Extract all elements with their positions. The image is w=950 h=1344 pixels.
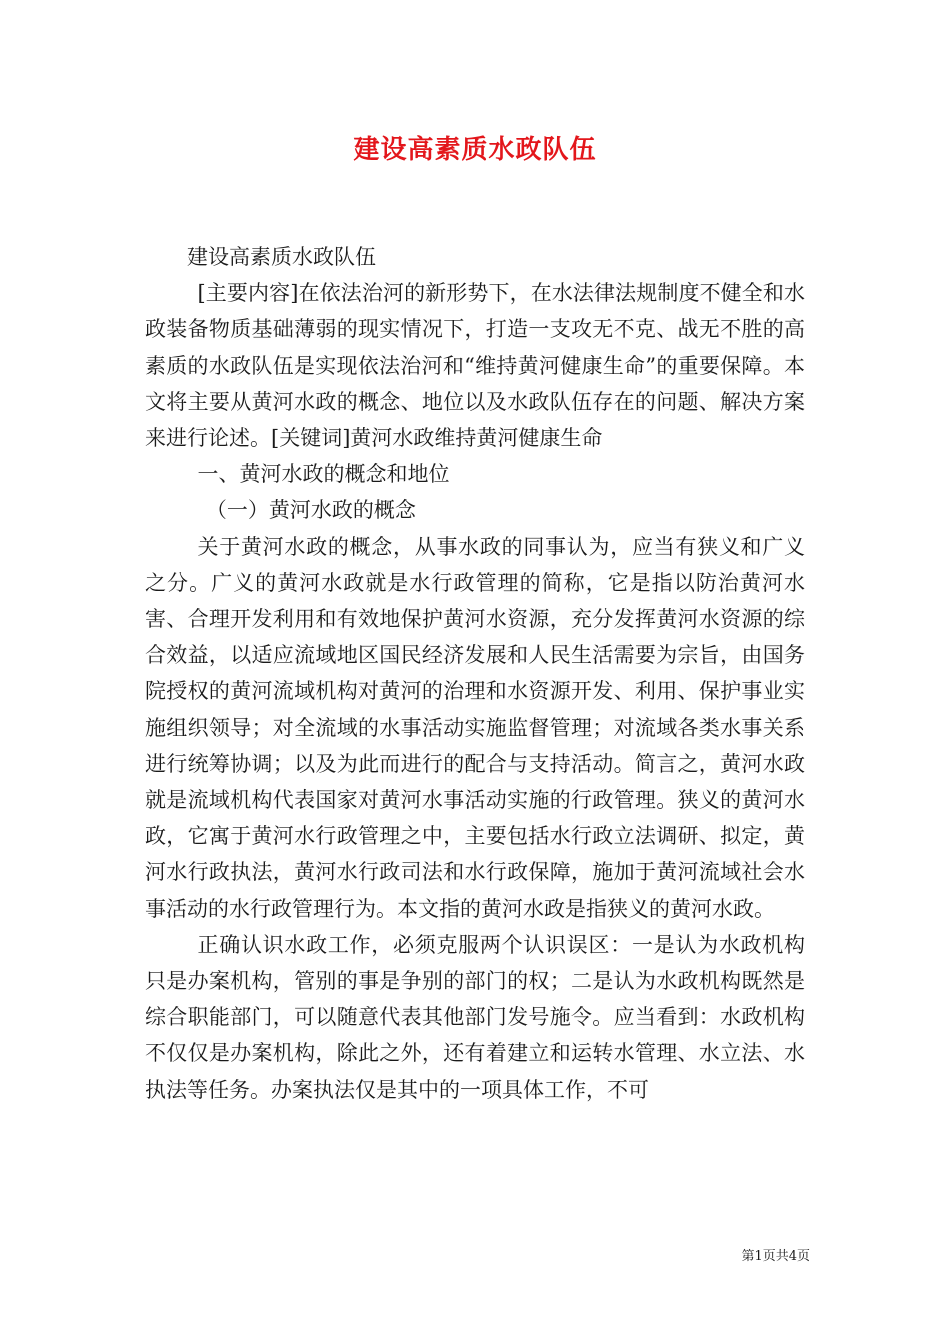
paragraph-abstract: [主要内容]在依法治河的新形势下，在水法律法规制度不健全和水政装备物质基础薄弱的现实情况下，打造一支攻无不克、战无不胜的高素质的水政队伍是实现依法治河和“维持黄河健康生命”的重要保障。本文将主要从黄河水政的概念、地位以及水政队伍存在的问题、解决方案来进行论述。[关键词]黄河水政维持黄河健康生命 — [145, 281, 805, 451]
page-number: 第1页共4页 — [741, 1249, 810, 1264]
section-heading-1: 一、黄河水政的概念和地位 — [197, 462, 450, 487]
document-title: 建设高素质水政队伍 — [353, 135, 597, 165]
paragraph-concept: 关于黄河水政的概念，从事水政的同事认为，应当有狭义和广义之分。广义的黄河水政就是水行政管理的简称，它是指以防治黄河水害、合理开发利用和有效地保护黄河水资源，充分发挥黄河水资源的综合效益，以适应流域地区国民经济发展和人民生活需要为宗旨，由国务院授权的黄河流域机构对黄河的治理和水资源开发、利用、保护事业实施组织领导；对全流域的水事活动实施监督管理；对流域各类水事关系进行统筹协调；以及为此而进行的配合与支持活动。简言之，黄河水政就是流域机构代表国家对黄河水事活动实施的行政管理。狭义的黄河水政，它寓于黄河水行政管理之中，主要包括水行政立法调研、拟定，黄河水行政执法，黄河水行政司法和水行政保障，施加于黄河流域社会水事活动的水行政管理行为。本文指的黄河水政是指狭义的黄河水政。 — [145, 534, 805, 921]
document-body — [145, 239, 805, 1108]
subsection-heading-1: （一）黄河水政的概念 — [205, 498, 416, 523]
paragraph-misconceptions: 正确认识水政工作，必须克服两个认识误区：一是认为水政机构只是办案机构，管别的事是争别的部门的权；二是认为水政机构既然是综合职能部门，可以随意代表其他部门发号施令。应当看到：水政机构不仅仅是办案机构，除此之外，还有着建立和运转水管理、水立法、水执法等任务。办案执法仅是其中的一项具体工作，不可 — [145, 932, 805, 1102]
paragraph-subtitle: 建设高素质水政队伍 — [187, 245, 376, 269]
